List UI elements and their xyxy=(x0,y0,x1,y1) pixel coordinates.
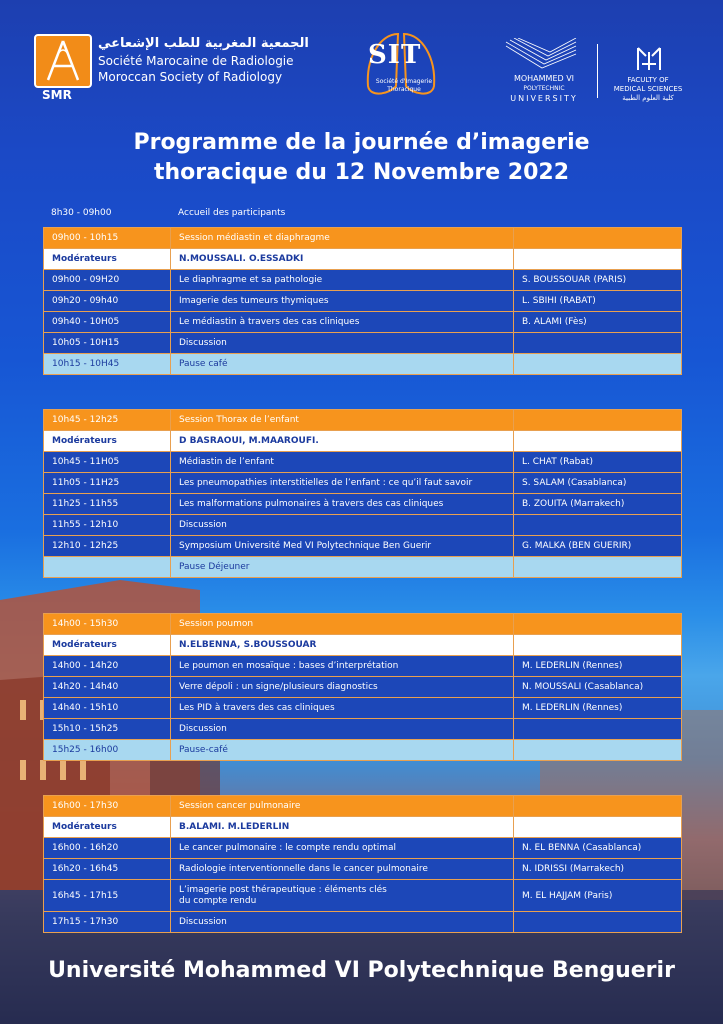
row-time: 11h25 - 11h55 xyxy=(44,494,171,515)
row-speaker xyxy=(514,796,682,817)
page-title xyxy=(0,128,723,188)
row-speaker: B. ALAMI (Fès) xyxy=(514,312,682,333)
row-speaker: S. SALAM (Casablanca) xyxy=(514,473,682,494)
row-speaker xyxy=(514,912,682,933)
program-row-talk xyxy=(44,536,682,557)
row-title: Médiastin de l’enfant xyxy=(171,452,514,473)
opening-time: 8h30 - 09h00 xyxy=(51,208,112,218)
row-speaker: G. MALKA (BEN GUERIR) xyxy=(514,536,682,557)
program-row-talk xyxy=(44,859,682,880)
fms-line-1: FACULTY OF xyxy=(627,76,669,84)
row-time: 16h45 - 17h15 xyxy=(44,880,171,912)
program-row-talk xyxy=(44,656,682,677)
smr-logo xyxy=(34,34,92,88)
row-time: 12h10 - 12h25 xyxy=(44,536,171,557)
row-time xyxy=(44,557,171,578)
row-time: Modérateurs xyxy=(44,249,171,270)
row-speaker: N. IDRISSI (Marrakech) xyxy=(514,859,682,880)
row-speaker xyxy=(514,740,682,761)
row-time: Modérateurs xyxy=(44,817,171,838)
row-title: Verre dépoli : un signe/plusieurs diagnostics xyxy=(171,677,514,698)
row-title: Discussion xyxy=(171,333,514,354)
row-title: Pause-café xyxy=(171,740,514,761)
program-row-talk xyxy=(44,677,682,698)
smr-emblem-icon xyxy=(36,36,90,86)
smr-english-name: Moroccan Society of Radiology xyxy=(98,70,283,84)
row-speaker: M. LEDERLIN (Rennes) xyxy=(514,656,682,677)
row-title: Le médiastin à travers des cas cliniques xyxy=(171,312,514,333)
row-speaker: L. CHAT (Rabat) xyxy=(514,452,682,473)
program-row-session xyxy=(44,614,682,635)
smr-tag: SMR xyxy=(42,88,72,102)
row-time: 16h20 - 16h45 xyxy=(44,859,171,880)
row-time: Modérateurs xyxy=(44,431,171,452)
row-time: 10h05 - 10H15 xyxy=(44,333,171,354)
row-time: 15h25 - 16h00 xyxy=(44,740,171,761)
row-speaker: S. BOUSSOUAR (PARIS) xyxy=(514,270,682,291)
program-row-talk xyxy=(44,452,682,473)
fms-emblem-icon xyxy=(634,44,664,74)
program-row-pause xyxy=(44,354,682,375)
row-time: 10h45 - 11H05 xyxy=(44,452,171,473)
footer-university: Université Mohammed VI Polytechnique Benguerir xyxy=(48,958,675,983)
program-row-talk2 xyxy=(44,880,682,912)
row-speaker xyxy=(514,817,682,838)
row-time: 11h05 - 11H25 xyxy=(44,473,171,494)
row-title: Session cancer pulmonaire xyxy=(171,796,514,817)
session-3-table xyxy=(43,613,682,761)
program-row-pause xyxy=(44,740,682,761)
um6p-line-1: MOHAMMED VI xyxy=(513,74,575,83)
row-title: N.MOUSSALI. O.ESSADKI xyxy=(171,249,514,270)
row-time: Modérateurs xyxy=(44,635,171,656)
row-speaker: M. LEDERLIN (Rennes) xyxy=(514,698,682,719)
smr-arabic-name: الجمعية المغربية للطب الإشعاعي xyxy=(98,36,309,51)
row-title: Le poumon en mosaïque : bases d’interprétation xyxy=(171,656,514,677)
opening-label: Accueil des participants xyxy=(178,208,286,218)
row-time: 14h00 - 15h30 xyxy=(44,614,171,635)
row-speaker: N. MOUSSALI (Casablanca) xyxy=(514,677,682,698)
sit-subtitle: Société d'Imagerie Thoracique xyxy=(375,78,433,93)
row-speaker xyxy=(514,719,682,740)
fms-line-2: MEDICAL SCIENCES xyxy=(613,85,683,93)
row-time: 09h00 - 09H20 xyxy=(44,270,171,291)
row-time: 09h40 - 10H05 xyxy=(44,312,171,333)
header-logos xyxy=(0,0,723,120)
fms-line-3: كلية العلوم الطبية xyxy=(622,94,674,102)
row-title: Les malformations pulmonaires à travers des cas cliniques xyxy=(171,494,514,515)
row-title: Session poumon xyxy=(171,614,514,635)
um6p-wave-icon xyxy=(504,38,578,70)
row-speaker: B. ZOUITA (Marrakech) xyxy=(514,494,682,515)
row-speaker: N. EL BENNA (Casablanca) xyxy=(514,838,682,859)
row-title: B.ALAMI. M.LEDERLIN xyxy=(171,817,514,838)
um6p-name xyxy=(502,74,586,104)
logo-divider xyxy=(597,44,598,98)
row-speaker xyxy=(514,635,682,656)
row-speaker xyxy=(514,614,682,635)
row-title: Session médiastin et diaphragme xyxy=(171,228,514,249)
program-row-talk xyxy=(44,291,682,312)
row-title: Les PID à travers des cas cliniques xyxy=(171,698,514,719)
row-speaker xyxy=(514,228,682,249)
row-time: 14h20 - 14h40 xyxy=(44,677,171,698)
row-title: Radiologie interventionnelle dans le cancer pulmonaire xyxy=(171,859,514,880)
program-row-pause xyxy=(44,557,682,578)
program-row-talk xyxy=(44,270,682,291)
program-row-talk xyxy=(44,515,682,536)
row-title: Session Thorax de l’enfant xyxy=(171,410,514,431)
row-time: 15h10 - 15h25 xyxy=(44,719,171,740)
row-speaker: M. EL HAJJAM (Paris) xyxy=(514,880,682,912)
row-speaker xyxy=(514,431,682,452)
program-row-talk xyxy=(44,838,682,859)
row-time: 11h55 - 12h10 xyxy=(44,515,171,536)
row-title: Pause Déjeuner xyxy=(171,557,514,578)
program-row-talk xyxy=(44,494,682,515)
program-row-talk xyxy=(44,719,682,740)
row-title: Les pneumopathies interstitielles de l’enfant : ce qu’il faut savoir xyxy=(171,473,514,494)
session-1-table xyxy=(43,227,682,375)
row-speaker xyxy=(514,410,682,431)
row-time: 10h15 - 10H45 xyxy=(44,354,171,375)
row-title: L’imagerie post thérapeutique : éléments clés du compte rendu xyxy=(171,880,514,912)
session-4-table xyxy=(43,795,682,933)
program-row-mod xyxy=(44,249,682,270)
row-speaker xyxy=(514,249,682,270)
row-title: Discussion xyxy=(171,719,514,740)
row-title: Discussion xyxy=(171,912,514,933)
row-title: N.ELBENNA, S.BOUSSOUAR xyxy=(171,635,514,656)
row-time: 16h00 - 17h30 xyxy=(44,796,171,817)
row-time: 14h40 - 15h10 xyxy=(44,698,171,719)
program-row-session xyxy=(44,228,682,249)
program-row-session xyxy=(44,796,682,817)
row-speaker xyxy=(514,557,682,578)
fms-name xyxy=(606,76,690,103)
title-line-1: Programme de la journée d’imagerie xyxy=(133,130,590,155)
row-speaker xyxy=(514,515,682,536)
row-speaker xyxy=(514,354,682,375)
row-title: Le diaphragme et sa pathologie xyxy=(171,270,514,291)
program-row-talk xyxy=(44,912,682,933)
row-speaker: L. SBIHI (RABAT) xyxy=(514,291,682,312)
program-row-session xyxy=(44,410,682,431)
um6p-line-3: UNIVERSITY xyxy=(510,94,578,103)
program-row-mod xyxy=(44,817,682,838)
row-title: Discussion xyxy=(171,515,514,536)
row-time: 17h15 - 17h30 xyxy=(44,912,171,933)
row-time: 10h45 - 12h25 xyxy=(44,410,171,431)
opening-row xyxy=(43,203,681,223)
program-row-mod xyxy=(44,431,682,452)
row-title: Symposium Université Med VI Polytechnique Ben Guerir xyxy=(171,536,514,557)
program-row-talk xyxy=(44,698,682,719)
row-time: 16h00 - 16h20 xyxy=(44,838,171,859)
program-row-talk xyxy=(44,312,682,333)
row-time: 14h00 - 14h20 xyxy=(44,656,171,677)
program-row-mod xyxy=(44,635,682,656)
session-2-table xyxy=(43,409,682,578)
row-time: 09h20 - 09h40 xyxy=(44,291,171,312)
row-title: D BASRAOUI, M.MAAROUFI. xyxy=(171,431,514,452)
program-row-talk xyxy=(44,473,682,494)
row-time: 09h00 - 10h15 xyxy=(44,228,171,249)
title-line-2: thoracique du 12 Novembre 2022 xyxy=(153,160,570,185)
row-title: Imagerie des tumeurs thymiques xyxy=(171,291,514,312)
smr-french-name: Société Marocaine de Radiologie xyxy=(98,54,294,68)
sit-logo-text: SIT xyxy=(368,40,422,70)
um6p-line-2: POLYTECHNIC xyxy=(523,85,565,92)
opening-table xyxy=(43,203,681,223)
row-speaker xyxy=(514,333,682,354)
row-title: Le cancer pulmonaire : le compte rendu optimal xyxy=(171,838,514,859)
program-row-talk xyxy=(44,333,682,354)
row-title: Pause café xyxy=(171,354,514,375)
